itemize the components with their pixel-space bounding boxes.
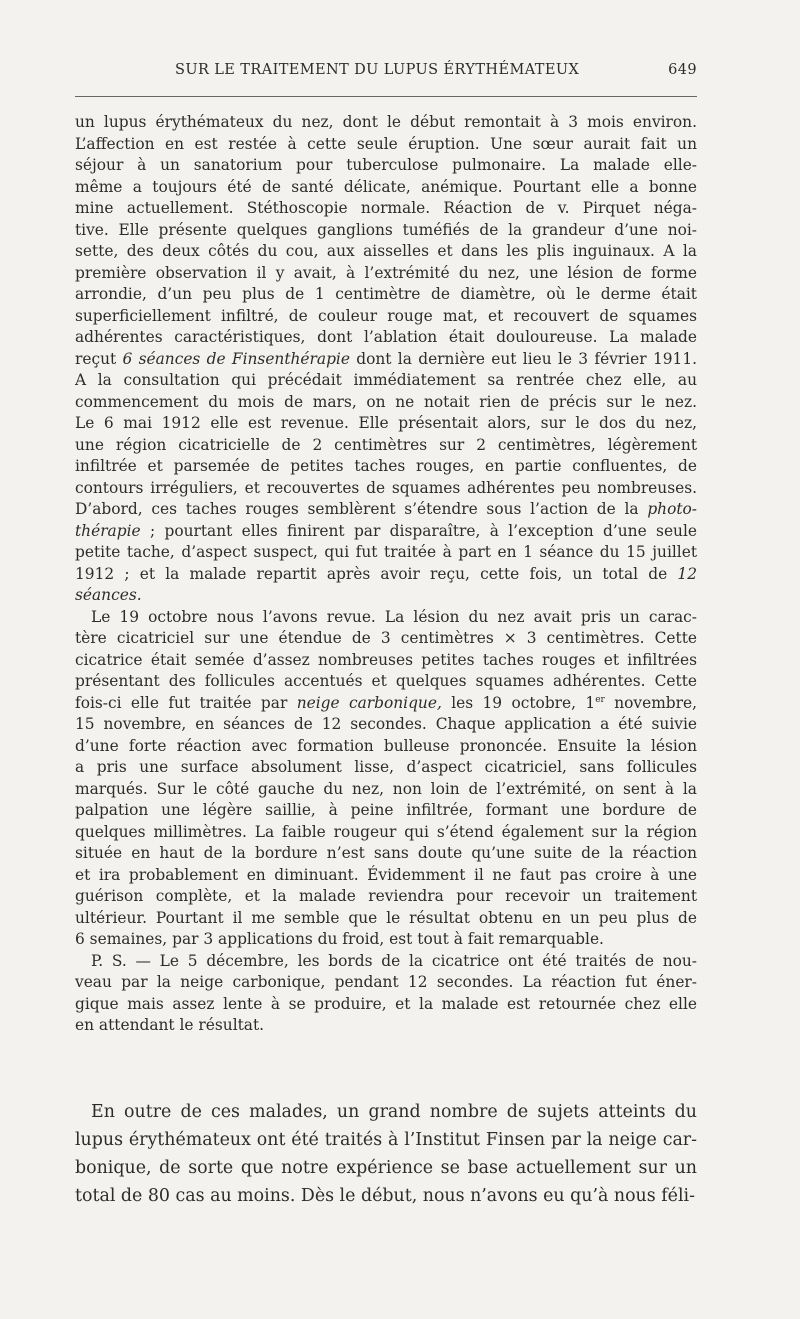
text-line: commencement du mois de mars, on ne notait rien de précis sur le nez. [75,392,697,411]
text-line: veau par la neige carbonique, pendant 12 secondes. La réaction fut éner- [75,973,697,991]
text-line: mine actuellement. Stéthoscopie normale. Réaction de v. Pirquet néga- [75,199,697,217]
case-report [75,112,697,1037]
text-line: contours irréguliers, et recouvertes de squames adhérentes peu nombreuses. [75,478,697,497]
text-line: séjour à un sanatorium pour tuberculose pulmonaire. La malade elle- [75,156,697,174]
text-line: 1912 ; et la malade repartit après avoir reçu, cette fois, un total de 12 [75,564,697,583]
text-line: 15 novembre, en séances de 12 secondes. Chaque application a été suivie [75,715,697,733]
text-line: marqués. Sur le côté gauche du nez, non loin de l’extrémité, on sent à la [75,779,697,798]
text-line: quelques millimètres. La faible rougeur qui s’étend également sur la région [75,822,697,841]
text-line: sette, des deux côtés du cou, aux aisselles et dans les plis inguinaux. A la [75,242,697,260]
text-line: petite tache, d’aspect suspect, qui fut traitée à part en 1 séance du 15 juillet [75,543,697,561]
page-number: 649 [668,62,697,78]
text-line [75,585,697,607]
text-line: tère cicatriciel sur une étendue de 3 centimètres × 3 centimètres. Cette [75,629,697,647]
text-line: infiltrée et parsemée de petites taches rouges, en partie confluentes, de [75,457,697,475]
text-line: première observation il y avait, à l’extrémité du nez, une lésion de forme [75,263,697,282]
text-line: thérapie ; pourtant elles finirent par disparaître, à l’exception d’une seule [75,521,697,540]
postscript-paragraph [75,951,697,1037]
text-line: En outre de ces malades, un grand nombre de sujets atteints du [91,1102,697,1122]
text-line: Le 19 octobre nous l’avons revue. La lésion du nez avait pris un carac- [91,607,697,626]
text-line: cicatrice était semée d’assez nombreuses petites taches rouges et infiltrées [75,650,697,669]
text-line: D’abord, ces taches rouges semblèrent s’étendre sous l’action de la photo- [75,500,697,518]
running-title: SUR LE TRAITEMENT DU LUPUS ÉRYTHÉMATEUX [175,62,580,78]
case-paragraph [75,112,697,607]
text-line: superficiellement infiltré, de couleur rouge mat, et recouvert de squames [75,306,697,325]
text-line: a pris une surface absolument lisse, d’aspect cicatriciel, sans follicules [75,758,697,776]
text-line: un lupus érythémateux du nez, dont le début remontait à 3 mois environ. [75,113,697,131]
superscript-text: er [595,694,605,705]
text-line: bonique, de sorte que notre expérience se base actuellement sur un [75,1158,697,1178]
text-line: gique mais assez lente à se produire, et la malade est retournée chez elle [75,994,697,1013]
text-line: tive. Elle présente quelques ganglions tuméfiés de la grandeur d’une noi- [75,220,697,239]
italic-text: neige carbonique, [296,693,442,712]
text-line: d’une forte réaction avec formation bulleuse prononcée. Ensuite la lésion [75,736,697,755]
followup-paragraph [75,607,697,951]
text-line: guérison complète, et la malade reviendra pour recevoir un traitement [75,887,697,905]
main-paragraph [75,1098,697,1210]
text-line: palpation une légère saillie, à peine infiltrée, formant une bordure de [75,801,697,819]
text-line: et ira probablement en diminuant. Évidemment il ne faut pas croire à une [75,865,697,884]
italic-text: séances. [75,586,142,604]
text-line: 6 semaines, par 3 applications du froid, est tout à fait remarquable. [75,930,604,948]
text-line: lupus érythémateux ont été traités à l’Institut Finsen par la neige car- [75,1130,697,1150]
text-line: une région cicatricielle de 2 centimètres sur 2 centimètres, légèrement [75,435,697,454]
italic-text: 12 [677,564,697,583]
text-line: arrondie, d’un peu plus de 1 centimètre de diamètre, où le derme était [75,285,697,303]
text-line: adhérentes caractéristiques, dont l’ablation était douloureuse. La malade [75,328,697,346]
text-line: P. S. — Le 5 décembre, les bords de la cicatrice ont été traités de nou- [91,951,697,970]
text-line: présentant des follicules accentués et quelques squames adhérentes. Cette [75,672,697,690]
italic-text: photo- [647,500,697,518]
text-line: même a toujours été de santé délicate, anémique. Pourtant elle a bonne [75,177,697,196]
text-line: située en haut de la bordure n’est sans doute qu’une suite de la réaction [75,844,697,862]
main-text [75,1098,697,1210]
text-line: L’affection en est restée à cette seule éruption. Une sœur aurait fait un [75,134,697,153]
text-line: reçut 6 séances de Finsenthérapie dont la dernière eut lieu le 3 février 1911. [75,349,698,368]
italic-text: 6 séances de Finsenthérapie [122,349,350,368]
text-line: fois-ci elle fut traitée par neige carbonique, les 19 octobre, 1er novembre, [75,693,698,712]
header-rule [75,96,697,97]
running-header [75,62,697,84]
text-line: total de 80 cas au moins. Dès le début, nous n’avons eu qu’à nous féli- [75,1186,695,1206]
text-line: Le 6 mai 1912 elle est revenue. Elle présentait alors, sur le dos du nez, [75,414,697,432]
text-line: en attendant le résultat. [75,1016,265,1034]
text-line: ultérieur. Pourtant il me semble que le résultat obtenu en un peu plus de [75,908,697,927]
italic-text: thérapie [75,521,141,540]
text-line: A la consultation qui précédait immédiatement sa rentrée chez elle, au [75,371,697,389]
